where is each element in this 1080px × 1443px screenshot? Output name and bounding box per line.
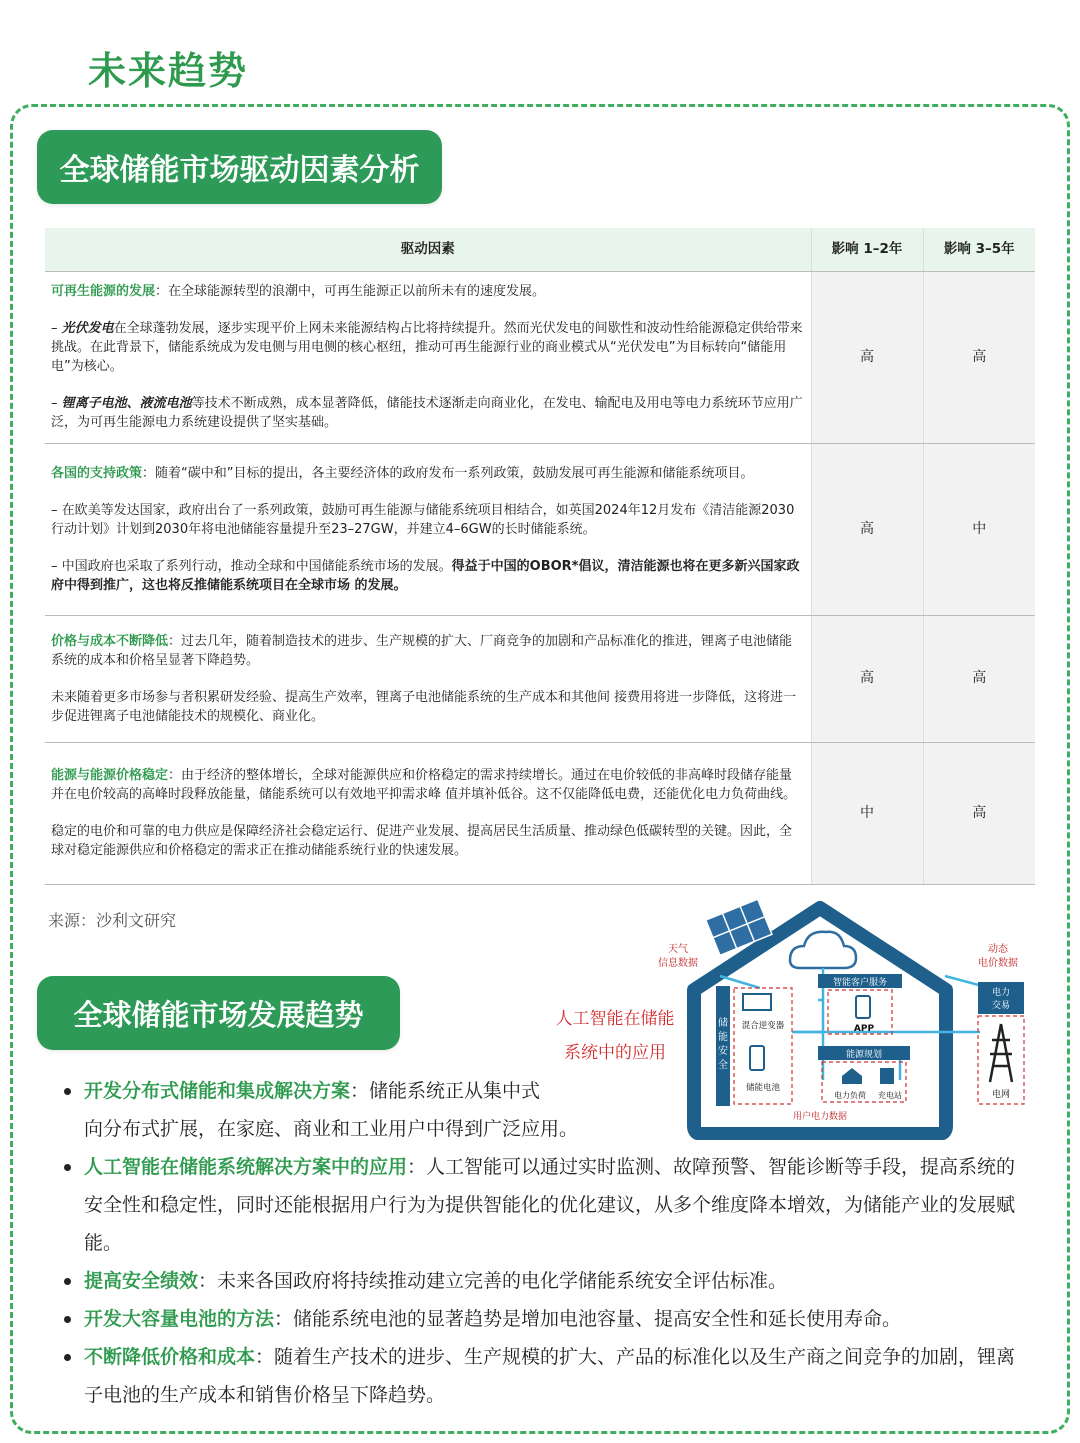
trend-text: ：储能系统正从集中式 (350, 1080, 541, 1102)
paragraph: – 中国政府也采取了系列行动，推动全球和中国储能系统市场的发展。 (51, 558, 452, 574)
driver-description (45, 742, 811, 884)
header-impact-long: 影响 3–5年 (923, 228, 1035, 271)
trend-text-cont: 向分布式扩展，在家庭、商业和工业用户中得到广泛应用。 (84, 1118, 579, 1140)
ai-caption-line1: 人工智能在储能 (555, 1009, 675, 1029)
driver-description (45, 615, 811, 742)
impact-short: 中 (811, 742, 923, 884)
table-header-row (45, 228, 1035, 271)
battery-label: 储能电池 (745, 1083, 781, 1093)
driver-lead: ：在全球能源转型的浪潮中，可再生能源正以前所未有的速度发展。 (155, 284, 546, 299)
trend-text: ：未来各国政府将持续推动建立完善的电化学储能系统安全评估标准。 (198, 1270, 788, 1292)
impact-short: 高 (811, 615, 923, 742)
list-item (60, 1262, 1020, 1300)
paragraph: 稳定的电价和可靠的电力供应是保障经济社会稳定运行、促进产业发展、提高居民生活质量、推动绿色低碳转型的关键。因此，全球对稳定能源供应和价格稳定的需求正在推动储能系统行业的快速发展。 (51, 824, 793, 858)
storage-safety-4: 全 (718, 1060, 728, 1071)
trend-title: 开发大容量电池的方法 (84, 1308, 275, 1330)
weather-label-1: 天气 (668, 944, 688, 955)
table-row (45, 615, 1035, 742)
user-data-label: 用户电力数据 (792, 1112, 848, 1122)
trends-list (60, 1072, 1020, 1414)
weather-label-2: 信息数据 (658, 958, 698, 969)
source-note: 来源：沙利文研究 (48, 911, 177, 930)
power-trade-1: 电力 (991, 988, 1011, 998)
trend-title: 不断降低价格和成本 (84, 1346, 256, 1368)
energy-planning-label: 能源规划 (845, 1050, 883, 1060)
header-impact-short: 影响 1–2年 (811, 228, 923, 271)
impact-long: 高 (923, 271, 1035, 443)
driver-lead: ：由于经济的整体增长，全球对能源供应和价格稳定的需求持续增长。通过在电价较低的非高峰时段储存能量并在电价较高的高峰时段释放能量，储能系统可以有效地平抑需求峰 值并填补低谷。这不仅能降低电费，还能优化电力负荷曲线。 (51, 768, 797, 802)
list-item (60, 1072, 1020, 1148)
inverter-icon (743, 994, 771, 1010)
list-item (60, 1338, 1020, 1414)
trend-text: ：储能系统电池的显著趋势是增加电池容量、提高安全性和延长使用寿命。 (274, 1308, 902, 1330)
driver-lead: ：过去几年，随着制造技术的进步、生产规模的扩大、厂商竞争的加剧和产品标准化的推进，锂离子电池储能系统的成本和价格呈显著下降趋势。 (51, 633, 793, 668)
trend-title: 人工智能在储能系统解决方案中的应用 (84, 1156, 408, 1178)
impact-short: 高 (811, 271, 923, 443)
emphasis: 光伏发电 (61, 321, 114, 336)
storage-safety-2: 能 (718, 1032, 728, 1043)
driver-description (45, 443, 811, 615)
ai-caption-line2: 系统中的应用 (564, 1043, 666, 1063)
impact-short: 高 (811, 443, 923, 615)
paragraph: – 在欧美等发达国家，政府出台了一系列政策，鼓励可再生能源与储能系统项目相结合，如英国2024年12月发布《清洁能源2030行动计划》计划到2030年将电池储能容量提升至23–27GW，并建立4–6GW的长时储能系统。 (51, 502, 795, 537)
price-label-1: 动态 (988, 944, 1008, 955)
app-label: APP (853, 1024, 875, 1034)
storage-safety-3: 安 (718, 1046, 728, 1057)
dash: – (51, 321, 62, 336)
trend-text: ：人工智能可以通过实时监测、故障预警、智能诊断等手段，提高系统的安全性和稳定性，同时还能根据用户行为为提供智能化的优化建议，从多个维度降本增效，为储能产业的发展赋能。 (84, 1156, 1016, 1254)
page-title: 未来趋势 (88, 49, 249, 93)
list-item (60, 1300, 1020, 1338)
table-row (45, 443, 1035, 615)
grid-label: 电网 (991, 1090, 1011, 1100)
cloud-icon (790, 932, 856, 968)
price-label-2: 电价数据 (978, 958, 1018, 969)
impact-long: 中 (923, 443, 1035, 615)
power-trade-2: 交易 (991, 1001, 1011, 1011)
paragraph: 在全球蓬勃发展，逐步实现平价上网未来能源结构占比将持续提升。然而光伏发电的间歇性和波动性给能源稳定供给带来挑战。在此背景下，储能系统成为发电侧与用电侧的核心枢纽，推动可再生能源行业的商业模式从“光伏发电”为目标转向“储能用电”为核心。 (51, 321, 803, 374)
storage-safety-1: 储 (718, 1018, 728, 1029)
charging-label: 充电站 (878, 1091, 902, 1100)
driver-heading: 能源与能源价格稳定 (51, 768, 169, 783)
section-title-trends: 全球储能市场发展趋势 (37, 976, 400, 1050)
bold-paragraph: 得益于中国的OBOR*倡议，清洁能源也将在更多新兴国家政府中得到推广，这也将反推储能系统项目在全球市场 的发展。 (51, 558, 800, 593)
trend-title: 提高安全绩效 (84, 1270, 199, 1292)
driver-lead: ：随着“碳中和”目标的提出，各主要经济体的政府发布一系列政策，鼓励发展可再生能源和储能系统项目。 (142, 465, 754, 481)
list-item (60, 1148, 1020, 1262)
table-row (45, 742, 1035, 884)
trend-text: ：随着生产技术的进步、生产规模的扩大、产品的标准化以及生产商之间竞争的加剧，锂离子电池的生产成本和销售价格呈下降趋势。 (84, 1346, 1016, 1406)
table-row (45, 271, 1035, 443)
load-label: 电力负荷 (834, 1091, 866, 1100)
section-title-drivers: 全球储能市场驱动因素分析 (37, 130, 442, 204)
emphasis: 锂离子电池、液流电池 (61, 396, 192, 411)
driver-heading: 各国的支持政策 (51, 465, 143, 481)
impact-long: 高 (923, 742, 1035, 884)
driver-heading: 可再生能源的发展 (51, 284, 156, 299)
driver-description (45, 271, 811, 443)
paragraph: 未来随着更多市场参与者积累研发经验、提高生产效率，锂离子电池储能系统的生产成本和其他间 接费用将进一步降低，这将进一步促进锂离子电池储能技术的规模化、商业化。 (51, 689, 797, 724)
dash: – (51, 396, 62, 411)
header-driver: 驱动因素 (45, 228, 811, 271)
smart-service-label: 智能客户服务 (832, 978, 888, 988)
driver-heading: 价格与成本不断降低 (51, 633, 169, 649)
drivers-table (45, 228, 1035, 885)
battery-icon (750, 1046, 764, 1070)
inverter-label: 混合逆变器 (741, 1021, 785, 1031)
paragraph: 等技术不断成熟，成本显著降低，储能技术逐渐走向商业化，在发电、输配电及用电等电力系统环节应用广泛，为可再生能源电力系统建设提供了坚实基础。 (51, 396, 803, 430)
phone-icon (856, 996, 870, 1018)
trend-title: 开发分布式储能和集成解决方案 (84, 1080, 351, 1102)
impact-long: 高 (923, 615, 1035, 742)
